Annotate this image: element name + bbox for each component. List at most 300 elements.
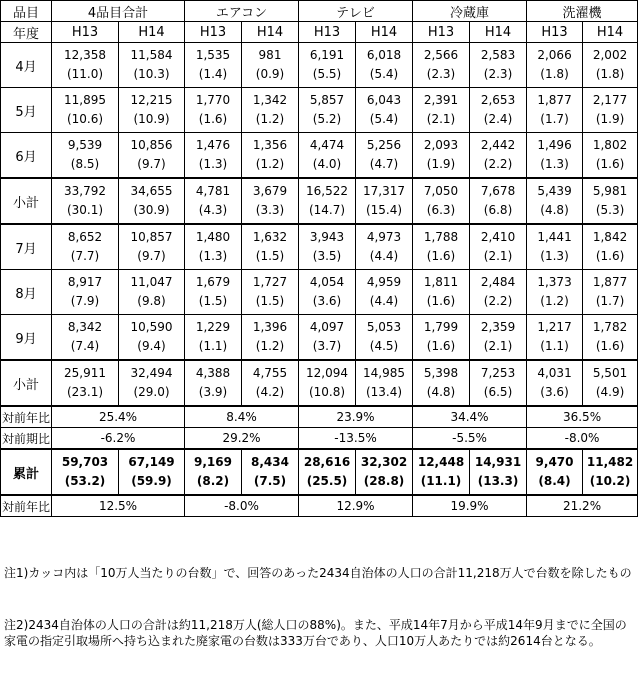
row-label: 6月 (1, 133, 52, 179)
count-value: 981 (258, 48, 282, 62)
count-value: 14,931 (474, 455, 522, 469)
count-value: 10,857 (130, 230, 173, 244)
count-value: 8,434 (251, 455, 289, 469)
per-capita-value: (15.4) (365, 203, 403, 217)
per-capita-value: (3.7) (312, 339, 342, 353)
value-cell (185, 178, 242, 224)
value-cell (119, 315, 185, 361)
row-label: 対前期比 (1, 428, 52, 450)
value-cell (356, 360, 413, 406)
subtotal-row (1, 360, 638, 406)
year-cell: H14 (470, 22, 527, 43)
per-capita-value: (9.7) (137, 249, 166, 263)
per-capita-value: (7.5) (253, 474, 287, 488)
value-cell (299, 224, 356, 270)
value-cell (185, 88, 242, 133)
value-cell (413, 178, 470, 224)
footnote-1: 注1)カッコ内は「10万人当たりの台数」で、回答のあった2434自治体の人口の合計11,218万人で台数を除したもの (4, 566, 632, 580)
per-capita-value: (5.4) (369, 67, 399, 81)
value-cell (527, 224, 583, 270)
per-capita-value: (4.3) (198, 203, 228, 217)
category-refrigerator: 冷蔵庫 (413, 1, 527, 22)
value-cell (299, 315, 356, 361)
per-capita-value: (11.0) (66, 67, 104, 81)
year-cell: H13 (299, 22, 356, 43)
per-capita-value: (4.5) (369, 339, 399, 353)
per-capita-value: (1.5) (198, 294, 228, 308)
value-cell (356, 270, 413, 315)
count-value: 5,053 (366, 320, 402, 334)
value-cell (583, 133, 638, 179)
count-value: 1,496 (537, 138, 572, 152)
count-value: 32,302 (360, 455, 408, 469)
per-capita-value: (1.8) (540, 67, 569, 81)
month-row (1, 315, 638, 361)
per-capita-value: (4.8) (540, 203, 569, 217)
per-capita-value: (1.5) (255, 249, 285, 263)
ratio-cell: 12.9% (299, 495, 413, 517)
count-value: 3,943 (309, 230, 345, 244)
value-cell (52, 133, 119, 179)
per-capita-value: (1.1) (540, 339, 569, 353)
per-capita-value: (9.8) (137, 294, 166, 308)
value-cell (413, 315, 470, 361)
count-value: 2,391 (423, 93, 459, 107)
month-row (1, 224, 638, 270)
value-cell (356, 88, 413, 133)
row-label: 小計 (1, 360, 52, 406)
value-cell (356, 449, 413, 495)
ratio-cell: 19.9% (413, 495, 527, 517)
value-cell (52, 178, 119, 224)
cumulative-row (1, 449, 638, 495)
value-cell (185, 43, 242, 88)
value-cell (185, 449, 242, 495)
value-cell (299, 43, 356, 88)
value-cell (242, 360, 299, 406)
value-cell (413, 43, 470, 88)
per-capita-value: (4.4) (369, 294, 399, 308)
per-capita-value: (5.4) (369, 112, 399, 126)
per-capita-value: (3.6) (312, 294, 342, 308)
count-value: 5,398 (423, 366, 459, 380)
per-capita-value: (7.4) (70, 339, 100, 353)
value-cell (119, 43, 185, 88)
count-value: 5,981 (592, 184, 628, 198)
per-capita-value: (1.1) (198, 339, 228, 353)
per-capita-value: (2.3) (426, 67, 456, 81)
per-capita-value: (9.7) (137, 157, 166, 171)
count-value: 16,522 (306, 184, 349, 198)
value-cell (527, 88, 583, 133)
value-cell (470, 315, 527, 361)
category-total: 4品目合計 (52, 1, 185, 22)
count-value: 1,679 (195, 275, 231, 289)
per-capita-value: (4.4) (369, 249, 399, 263)
month-row (1, 43, 638, 88)
per-capita-value: (1.3) (540, 249, 569, 263)
yoy-cumulative-row (1, 495, 638, 517)
count-value: 2,410 (480, 230, 516, 244)
count-value: 1,802 (592, 138, 628, 152)
count-value: 2,583 (480, 48, 516, 62)
value-cell (52, 43, 119, 88)
value-cell (242, 224, 299, 270)
per-capita-value: (1.5) (255, 294, 285, 308)
per-capita-value: (0.9) (255, 67, 285, 81)
count-value: 5,256 (366, 138, 402, 152)
per-capita-value: (6.3) (426, 203, 456, 217)
value-cell (413, 133, 470, 179)
per-capita-value: (1.6) (595, 157, 625, 171)
count-value: 1,373 (537, 275, 572, 289)
year-cell: H14 (356, 22, 413, 43)
per-capita-value: (1.4) (198, 67, 228, 81)
per-capita-value: (28.8) (363, 474, 405, 488)
year-cell: H14 (119, 22, 185, 43)
ratio-cell: -8.0% (527, 428, 638, 450)
per-capita-value: (13.3) (477, 474, 519, 488)
ratio-cell: 12.5% (52, 495, 185, 517)
value-cell (413, 449, 470, 495)
value-cell (119, 449, 185, 495)
value-cell (527, 270, 583, 315)
per-capita-value: (2.2) (483, 294, 513, 308)
count-value: 12,358 (64, 48, 106, 62)
count-value: 10,590 (130, 320, 173, 334)
count-value: 11,482 (586, 455, 634, 469)
count-value: 34,655 (130, 184, 173, 198)
value-cell (119, 270, 185, 315)
value-cell (527, 43, 583, 88)
year-cell: H13 (413, 22, 470, 43)
per-capita-value: (2.4) (483, 112, 513, 126)
count-value: 4,474 (309, 138, 345, 152)
value-cell (52, 449, 119, 495)
ratio-cell: -5.5% (413, 428, 527, 450)
value-cell (413, 270, 470, 315)
ratio-cell: 34.4% (413, 406, 527, 428)
count-value: 4,959 (366, 275, 402, 289)
count-value: 1,441 (537, 230, 572, 244)
count-value: 11,895 (64, 93, 106, 107)
per-capita-value: (29.0) (133, 385, 170, 399)
per-capita-value: (10.6) (66, 112, 104, 126)
per-capita-value: (2.1) (426, 112, 456, 126)
count-value: 28,616 (303, 455, 351, 469)
value-cell (470, 360, 527, 406)
value-cell (299, 178, 356, 224)
count-value: 2,442 (480, 138, 516, 152)
per-capita-value: (4.8) (426, 385, 456, 399)
value-cell (119, 88, 185, 133)
count-value: 3,679 (252, 184, 288, 198)
count-value: 5,501 (592, 366, 628, 380)
count-value: 8,652 (67, 230, 103, 244)
per-capita-value: (1.3) (198, 249, 228, 263)
per-capita-value: (13.4) (365, 385, 403, 399)
value-cell (299, 360, 356, 406)
per-capita-value: (1.7) (540, 112, 569, 126)
ratio-cell: -13.5% (299, 428, 413, 450)
value-cell (299, 449, 356, 495)
count-value: 6,018 (366, 48, 402, 62)
header-corner: 品目 (1, 1, 52, 22)
count-value: 9,169 (194, 455, 232, 469)
year-cell: H13 (52, 22, 119, 43)
row-label: 4月 (1, 43, 52, 88)
category-washer: 洗濯機 (527, 1, 638, 22)
value-cell (299, 88, 356, 133)
value-cell (52, 224, 119, 270)
count-value: 1,356 (252, 138, 288, 152)
qoq-row (1, 428, 638, 450)
count-value: 17,317 (363, 184, 406, 198)
value-cell (119, 224, 185, 270)
count-value: 1,480 (195, 230, 231, 244)
yoy-row (1, 406, 638, 428)
count-value: 8,342 (67, 320, 103, 334)
row-label: 累計 (1, 449, 52, 495)
per-capita-value: (30.1) (66, 203, 104, 217)
count-value: 11,584 (130, 48, 173, 62)
count-value: 9,539 (67, 138, 103, 152)
count-value: 1,782 (592, 320, 628, 334)
count-value: 59,703 (61, 455, 109, 469)
ratio-cell: 8.4% (185, 406, 299, 428)
count-value: 1,770 (195, 93, 231, 107)
per-capita-value: (25.5) (306, 474, 348, 488)
subtotal-row (1, 178, 638, 224)
value-cell (583, 178, 638, 224)
value-cell (119, 360, 185, 406)
count-value: 11,047 (130, 275, 173, 289)
value-cell (583, 449, 638, 495)
per-capita-value: (1.6) (426, 339, 456, 353)
per-capita-value: (5.3) (595, 203, 625, 217)
row-label: 8月 (1, 270, 52, 315)
count-value: 2,093 (423, 138, 459, 152)
count-value: 1,877 (537, 93, 572, 107)
value-cell (242, 133, 299, 179)
per-capita-value: (2.1) (483, 339, 513, 353)
count-value: 1,799 (423, 320, 459, 334)
per-capita-value: (23.1) (66, 385, 104, 399)
value-cell (242, 270, 299, 315)
count-value: 1,396 (252, 320, 288, 334)
count-value: 1,811 (423, 275, 459, 289)
per-capita-value: (3.3) (255, 203, 285, 217)
value-cell (527, 360, 583, 406)
value-cell (413, 360, 470, 406)
value-cell (583, 315, 638, 361)
per-capita-value: (30.9) (133, 203, 170, 217)
value-cell (583, 270, 638, 315)
per-capita-value: (59.9) (131, 474, 172, 488)
ratio-cell: -6.2% (52, 428, 185, 450)
count-value: 7,253 (480, 366, 516, 380)
per-capita-value: (1.6) (426, 249, 456, 263)
per-capita-value: (10.3) (133, 67, 170, 81)
per-capita-value: (8.4) (538, 474, 571, 488)
count-value: 1,788 (423, 230, 459, 244)
value-cell (242, 178, 299, 224)
value-cell (356, 315, 413, 361)
value-cell (470, 224, 527, 270)
month-row (1, 88, 638, 133)
per-capita-value: (5.2) (312, 112, 342, 126)
per-capita-value: (1.8) (595, 67, 625, 81)
per-capita-value: (3.9) (198, 385, 228, 399)
count-value: 12,094 (306, 366, 349, 380)
count-value: 2,566 (423, 48, 459, 62)
ratio-cell: 25.4% (52, 406, 185, 428)
value-cell (470, 133, 527, 179)
count-value: 1,342 (252, 93, 288, 107)
count-value: 5,857 (309, 93, 345, 107)
count-value: 4,973 (366, 230, 402, 244)
count-value: 6,043 (366, 93, 402, 107)
row-label: 7月 (1, 224, 52, 270)
ratio-cell: 29.2% (185, 428, 299, 450)
per-capita-value: (6.5) (483, 385, 513, 399)
count-value: 1,229 (195, 320, 231, 334)
value-cell (52, 315, 119, 361)
year-label: 年度 (1, 22, 52, 43)
value-cell (356, 224, 413, 270)
per-capita-value: (8.5) (70, 157, 100, 171)
count-value: 12,448 (417, 455, 465, 469)
per-capita-value: (1.2) (540, 294, 569, 308)
per-capita-value: (1.9) (426, 157, 456, 171)
category-tv: テレビ (299, 1, 413, 22)
per-capita-value: (1.3) (198, 157, 228, 171)
ratio-cell: -8.0% (185, 495, 299, 517)
year-cell: H13 (185, 22, 242, 43)
count-value: 2,653 (480, 93, 516, 107)
count-value: 5,439 (537, 184, 572, 198)
per-capita-value: (5.5) (312, 67, 342, 81)
value-cell (356, 43, 413, 88)
value-cell (299, 133, 356, 179)
footnote-2: 注2)2434自治体の人口の合計は約11,218万人(総人口の88%)。また、平成14年7月から平成14年9月までに全国の家電の指定引取場所へ持ち込まれた廃家電の台数は333万台であり、人口10万人あたりでは約2614台となる。 (4, 618, 627, 648)
per-capita-value: (1.2) (255, 339, 285, 353)
year-cell: H14 (242, 22, 299, 43)
per-capita-value: (2.1) (483, 249, 513, 263)
count-value: 1,476 (195, 138, 231, 152)
count-value: 4,097 (309, 320, 345, 334)
count-value: 2,484 (480, 275, 516, 289)
value-cell (583, 360, 638, 406)
row-label: 小計 (1, 178, 52, 224)
count-value: 32,494 (130, 366, 173, 380)
value-cell (185, 133, 242, 179)
value-cell (185, 360, 242, 406)
value-cell (413, 88, 470, 133)
ratio-cell: 23.9% (299, 406, 413, 428)
count-value: 2,177 (592, 93, 628, 107)
value-cell (527, 178, 583, 224)
count-value: 4,054 (309, 275, 345, 289)
year-cell: H13 (527, 22, 583, 43)
per-capita-value: (3.5) (312, 249, 342, 263)
per-capita-value: (1.6) (426, 294, 456, 308)
per-capita-value: (11.1) (420, 474, 462, 488)
per-capita-value: (4.2) (255, 385, 285, 399)
per-capita-value: (1.6) (595, 249, 625, 263)
row-label: 対前年比 (1, 406, 52, 428)
category-aircon: エアコン (185, 1, 299, 22)
value-cell (583, 43, 638, 88)
count-value: 1,535 (195, 48, 231, 62)
value-cell (185, 315, 242, 361)
count-value: 4,781 (195, 184, 231, 198)
count-value: 1,842 (592, 230, 628, 244)
per-capita-value: (1.6) (198, 112, 228, 126)
per-capita-value: (4.0) (312, 157, 342, 171)
per-capita-value: (1.3) (540, 157, 569, 171)
value-cell (470, 43, 527, 88)
count-value: 25,911 (64, 366, 106, 380)
month-row (1, 270, 638, 315)
value-cell (470, 178, 527, 224)
per-capita-value: (10.2) (589, 474, 631, 488)
count-value: 8,917 (67, 275, 103, 289)
value-cell (527, 315, 583, 361)
value-cell (52, 88, 119, 133)
value-cell (583, 88, 638, 133)
row-label: 9月 (1, 315, 52, 361)
value-cell (527, 133, 583, 179)
ratio-cell: 36.5% (527, 406, 638, 428)
row-label: 対前年比 (1, 495, 52, 517)
per-capita-value: (2.2) (483, 157, 513, 171)
value-cell (242, 315, 299, 361)
value-cell (119, 178, 185, 224)
value-cell (185, 270, 242, 315)
per-capita-value: (2.3) (483, 67, 513, 81)
count-value: 7,050 (423, 184, 459, 198)
row-label: 5月 (1, 88, 52, 133)
value-cell (356, 133, 413, 179)
per-capita-value: (14.7) (308, 203, 346, 217)
per-capita-value: (1.6) (595, 339, 625, 353)
count-value: 4,031 (537, 366, 572, 380)
per-capita-value: (7.9) (70, 294, 100, 308)
value-cell (356, 178, 413, 224)
value-cell (52, 360, 119, 406)
count-value: 4,388 (195, 366, 231, 380)
count-value: 1,727 (252, 275, 288, 289)
count-value: 33,792 (64, 184, 106, 198)
per-capita-value: (3.6) (540, 385, 569, 399)
count-value: 7,678 (480, 184, 516, 198)
count-value: 10,856 (130, 138, 173, 152)
value-cell (527, 449, 583, 495)
per-capita-value: (1.7) (595, 294, 625, 308)
value-cell (119, 133, 185, 179)
count-value: 9,470 (535, 455, 574, 469)
count-value: 4,755 (252, 366, 288, 380)
per-capita-value: (10.8) (308, 385, 346, 399)
per-capita-value: (10.9) (133, 112, 170, 126)
per-capita-value: (53.2) (64, 474, 106, 488)
per-capita-value: (7.7) (70, 249, 100, 263)
value-cell (52, 270, 119, 315)
per-capita-value: (6.8) (483, 203, 513, 217)
count-value: 67,149 (128, 455, 175, 469)
month-row (1, 133, 638, 179)
